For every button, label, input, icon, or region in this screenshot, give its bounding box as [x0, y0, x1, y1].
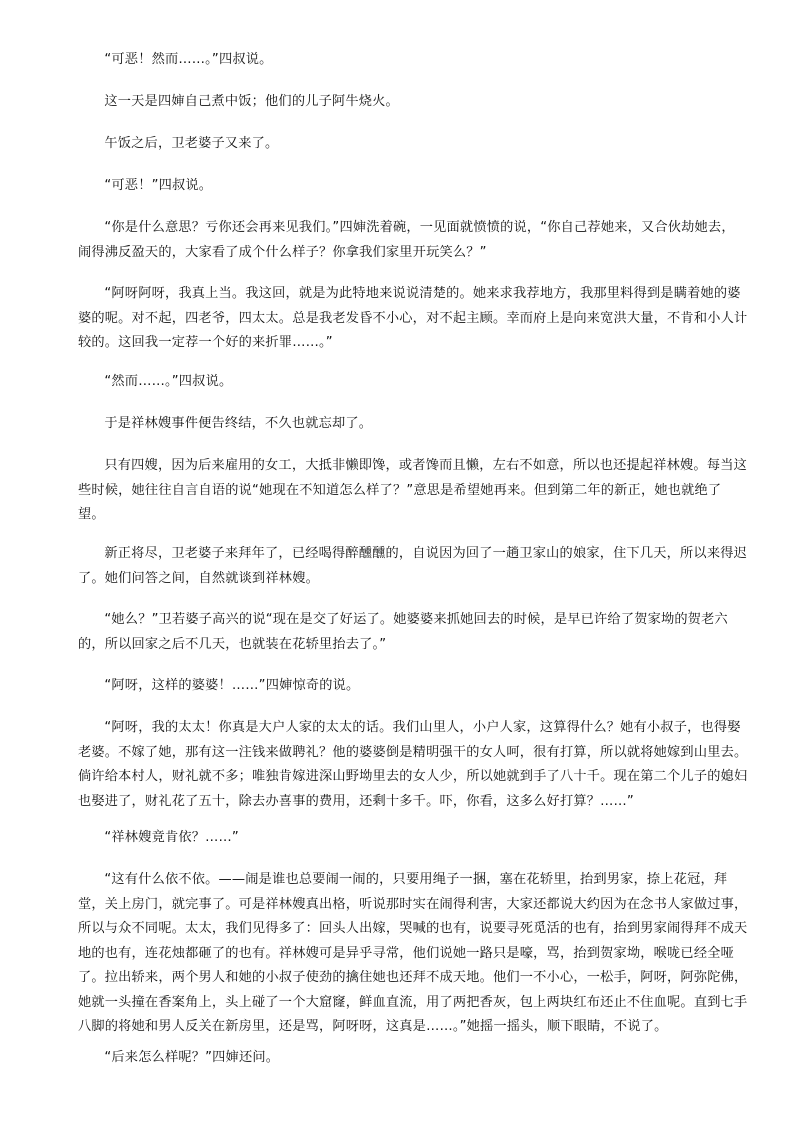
paragraph: 午饭之后，卫老婆子又来了。 [104, 136, 279, 151]
paragraph: “祥林嫂竟肯依？……” [104, 830, 239, 845]
paragraph: 这一天是四婶自己煮中饭；他们的儿子阿牛烧火。 [104, 94, 399, 109]
paragraph: 只有四嫂，因为后来雇用的女工，大抵非懒即馋，或者馋而且懒，左右不如意，所以也还提起祥林嫂。每当这些时候，她往往自言自语的说“她现在不知道怎么样了？”意思是希望她再来。但到第二年的新正，她也就绝了望。 [78, 458, 747, 522]
paragraph: “这有什么依不依。——闹是谁也总要闹一闹的，只要用绳子一捆，塞在花轿里，抬到男家，捺上花冠，拜堂，关上房门，就完事了。可是祥林嫂真出格，听说那时实在闹得利害，大家还都说大约因为在念书人家做过事，所以与众不同呢。太太，我们见得多了：回头人出嫁，哭喊的也有，说要寻死觅活的也有，抬到男家闹得拜不成天地的也有，连花烛都砸了的也有。祥林嫂可是异乎寻常，他们说她一路只是嚎，骂，抬到贺家坳，喉咙已经全哑了。拉出轿来，两个男人和她的小叔子使劲的擒住她也还拜不成天地。他们一不小心，一松手，阿呀，阿弥陀佛，她就一头撞在香案角上，头上碰了一个大窟窿，鲜血直流，用了两把香灰，包上两块红布还止不住血呢。直到七手八脚的将她和男人反关在新房里，还是骂，阿呀呀，这真是……。”她摇一摇头，顺下眼睛，不说了。 [78, 872, 748, 1034]
paragraph: “阿呀，这样的婆婆！……”四婶惊奇的说。 [104, 678, 360, 693]
paragraph: “她么？”卫若婆子高兴的说“现在是交了好运了。她婆婆来抓她回去的时候，是早已许给了贺家坳的贺老六的，所以回家之后不几天，也就装在花轿里抬去了。” [78, 612, 728, 652]
paragraph: 于是祥林嫂事件便告终结，不久也就忘却了。 [104, 416, 373, 431]
paragraph: “阿呀阿呀，我真上当。我这回，就是为此特地来说说清楚的。她来求我荐地方，我那里料得到是瞒着她的婆婆的呢。对不起，四老爷，四太太。总是我老发昏不小心，对不起主顾。幸而府上是向来宽洪大量，不肯和小人计较的。这回我一定荐一个好的来折罪……。” [78, 286, 748, 350]
paragraph: “可恶！然而……。”四叔说。 [104, 52, 273, 67]
paragraph: “然而……。”四叔说。 [104, 374, 233, 389]
paragraph: “你是什么意思？亏你还会再来见我们。”四婶洗着碗，一见面就愤愤的说，“你自己荐她来，又合伙劫她去，闹得沸反盈天的，大家看了成个什么样子？你拿我们家里开玩笑么？” [78, 220, 735, 260]
paragraph: “可恶！”四叔说。 [104, 178, 213, 193]
paragraph: 新正将尽，卫老婆子来拜年了，已经喝得醉醺醺的，自说因为回了一趟卫家山的娘家，住下几天，所以来得迟了。她们问答之间，自然就谈到祥林嫂。 [78, 546, 747, 586]
paragraph: “后来怎么样呢？”四婶还问。 [104, 1050, 280, 1065]
paragraph: “阿呀，我的太太！你真是大户人家的太太的话。我们山里人，小户人家，这算得什么？她有小叔子，也得娶老婆。不嫁了她，那有这一注钱来做聘礼？他的婆婆倒是精明强干的女人呵，很有打算，所以就将她嫁到山里去。倘许给本村人，财礼就不多；唯独肯嫁进深山野坳里去的女人少，所以她就到手了八十千。现在第二个儿子的媳妇也娶进了，财礼花了五十，除去办喜事的费用，还剩十多千。吓，你看，这多么好打算？……” [78, 720, 748, 809]
